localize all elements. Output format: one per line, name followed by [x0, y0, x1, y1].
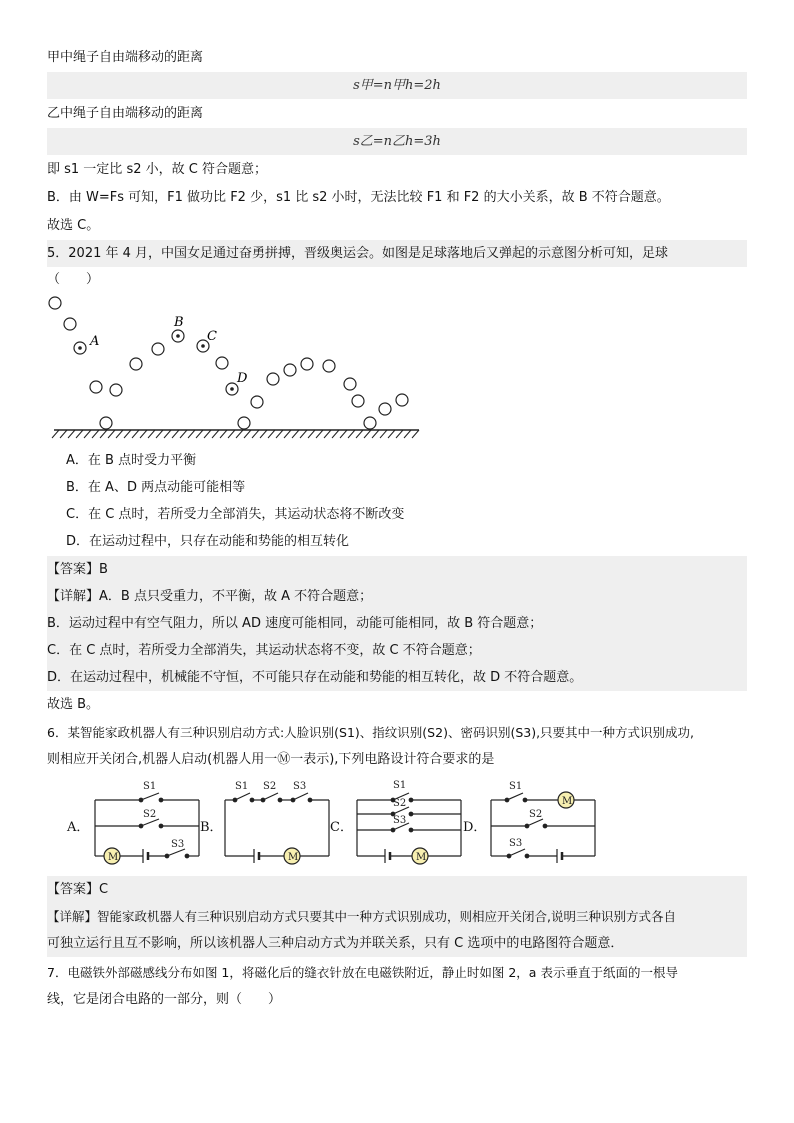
motor-label: M — [288, 852, 299, 863]
q7-stem-1: 7．电磁铁外部磁感线分布如图 1，将磁化后的缝衣针放在电磁铁附近，静止时如图 2，a 表示垂直于纸面的一根导 — [47, 965, 678, 980]
motor-label: M — [416, 852, 427, 863]
q5-detail-c: C．在 C 点时，若所受力全部消失，其运动状态将不变，故 C 不符合题意； — [47, 637, 747, 664]
q5-detail-b: B．运动过程中有空气阻力，所以 AD 速度可能相同，动能可能相同，故 B 符合题意； — [47, 610, 747, 637]
point-b-marker — [172, 330, 184, 342]
label-s3: S3 — [509, 838, 523, 849]
label-s3: S3 — [293, 781, 307, 792]
text-line: 甲中绳子自由端移动的距离 — [47, 50, 204, 65]
q7-stem-2: 线，它是闭合电路的一部分，则（ ） — [47, 992, 282, 1007]
q5-option-b: B．在 A、D 两点动能可能相等 — [66, 480, 246, 495]
text-line: 即 s1 一定比 s2 小，故 C 符合题意； — [47, 162, 267, 177]
text-line: 故选 C。 — [47, 218, 100, 233]
option-a-label: A． — [67, 820, 90, 835]
label-a: A — [90, 334, 100, 349]
q5-option-a: A．在 B 点时受力平衡 — [66, 453, 197, 468]
label-b: B — [174, 315, 184, 330]
q5-detail-a: 【详解】A．B 点只受重力，不平衡，故 A 不符合题意； — [47, 583, 747, 610]
label-s1: S1 — [235, 781, 249, 792]
label-s1: S1 — [393, 780, 407, 791]
q5-option-c: C．在 C 点时，若所受力全部消失，其运动状态将不断改变 — [66, 507, 405, 522]
label-s2: S2 — [143, 809, 157, 820]
q5-detail-d: D．在运动过程中，机械能不守恒，不可能只存在动能和势能的相互转化，故 D 不符合题意。 — [47, 664, 747, 691]
label-c: C — [207, 329, 217, 344]
circuit-c — [357, 793, 461, 864]
football-bounce-figure — [47, 290, 437, 440]
formula-s-yi: s乙=n乙h=3h — [47, 128, 747, 155]
label-s1: S1 — [143, 781, 157, 792]
label-s2: S2 — [263, 781, 277, 792]
q5-option-d: D．在运动过程中，只存在动能和势能的相互转化 — [66, 534, 350, 549]
label-d: D — [237, 371, 248, 386]
label-s3: S3 — [171, 839, 185, 850]
option-c-label: C． — [330, 820, 353, 835]
circuit-options-figure — [47, 776, 607, 866]
q5-bracket: （ ） — [47, 272, 100, 287]
option-d-label: D． — [463, 820, 487, 835]
motor-label: M — [562, 796, 573, 807]
label-s2: S2 — [529, 809, 543, 820]
label-s2: S2 — [393, 798, 407, 809]
q5-choose: 故选 B。 — [47, 697, 100, 712]
q5-answer: 【答案】B — [47, 556, 747, 583]
q5-stem: 5．2021 年 4 月，中国女足通过奋勇拼搏，晋级奥运会。如图是足球落地后又弹起的示意图分析可知，足球 — [47, 240, 747, 267]
label-s1: S1 — [509, 781, 523, 792]
q6-detail-1: 【详解】智能家政机器人有三种识别启动方式只要其中一种方式识别成功，则相应开关闭合,说明三种识别方式各自 — [47, 903, 747, 930]
option-b-label: B． — [200, 820, 223, 835]
text-line: B．由 W=Fs 可知，F1 做功比 F2 少，s1 比 s2 小时，无法比较 F1 和 F2 的大小关系，故 B 不符合题意。 — [47, 190, 670, 205]
q6-detail-2: 可独立运行且互不影响，所以该机器人三种启动方式为并联关系，只有 C 选项中的电路图符合题意． — [47, 930, 747, 957]
point-a-marker — [74, 342, 86, 354]
circuit-d — [491, 792, 595, 863]
motor-label: M — [108, 852, 119, 863]
circuit-b — [225, 793, 329, 864]
text-line: 乙中绳子自由端移动的距离 — [47, 106, 204, 121]
q6-stem-2: 则相应开关闭合,机器人启动(机器人用一Ⓜ一表示),下列电路设计符合要求的是 — [47, 752, 495, 767]
formula-s-jia: s甲=n甲h=2h — [47, 72, 747, 99]
ground-hatching — [52, 430, 419, 438]
label-s3: S3 — [393, 815, 407, 826]
q6-answer: 【答案】C — [47, 876, 747, 903]
q6-stem-1: 6．某智能家政机器人有三种识别启动方式:人脸识别(S1)、指纹识别(S2)、密码识别(S3),只要其中一种方式识别成功, — [47, 725, 695, 740]
